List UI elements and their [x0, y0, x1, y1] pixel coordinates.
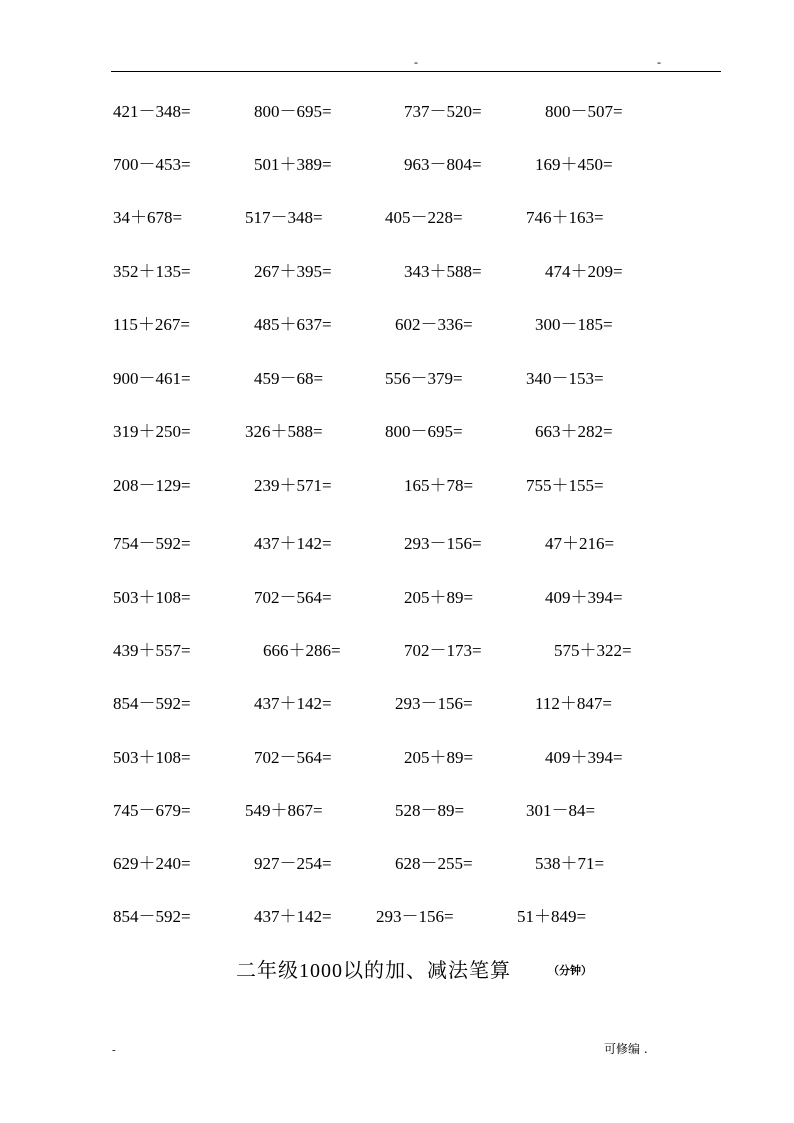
problem-item: 528－89=: [395, 801, 465, 820]
problem-item: 169＋450=: [535, 155, 613, 174]
problem-item: 115＋267=: [113, 315, 190, 334]
problem-item: 745－679=: [113, 801, 191, 820]
problem-item: 293－156=: [404, 534, 482, 553]
problem-item: 927－254=: [254, 854, 332, 873]
problem-item: 293－156=: [395, 694, 473, 713]
problem-item: 51＋849=: [517, 907, 587, 926]
problem-item: 900－461=: [113, 369, 191, 388]
problem-item: 700－453=: [113, 155, 191, 174]
problem-item: 737－520=: [404, 102, 482, 121]
problem-item: 205＋89=: [404, 588, 474, 607]
problem-item: 666＋286=: [263, 641, 341, 660]
page-title-note: （分钟）: [548, 965, 592, 977]
problem-item: 754－592=: [113, 534, 191, 553]
problem-item: 485＋637=: [254, 315, 332, 334]
problem-item: 205＋89=: [404, 748, 474, 767]
problem-item: 112＋847=: [535, 694, 612, 713]
problem-item: 746＋163=: [526, 208, 604, 227]
header-mark-right: -: [657, 55, 661, 69]
problem-item: 963－804=: [404, 155, 482, 174]
problem-item: 702－564=: [254, 748, 332, 767]
problem-item: 437＋142=: [254, 907, 332, 926]
problem-item: 293－156=: [376, 907, 454, 926]
footer-note: 可修编 .: [604, 1042, 648, 1056]
problem-item: 326＋588=: [245, 422, 323, 441]
problem-item: 854－592=: [113, 907, 191, 926]
problem-item: 165＋78=: [404, 476, 474, 495]
problem-item: 267＋395=: [254, 262, 332, 281]
problem-item: 755＋155=: [526, 476, 604, 495]
problem-item: 437＋142=: [254, 534, 332, 553]
problem-item: 409＋394=: [545, 588, 623, 607]
footer-mark: -: [112, 1044, 116, 1056]
problem-item: 800－507=: [545, 102, 623, 121]
problem-item: 556－379=: [385, 369, 463, 388]
problem-item: 439＋557=: [113, 641, 191, 660]
problem-item: 319＋250=: [113, 422, 191, 441]
problem-item: 503＋108=: [113, 588, 191, 607]
problem-item: 854－592=: [113, 694, 191, 713]
problem-item: 474＋209=: [545, 262, 623, 281]
problem-item: 628－255=: [395, 854, 473, 873]
problem-item: 239＋571=: [254, 476, 332, 495]
problem-item: 459－68=: [254, 369, 324, 388]
header-rule: [111, 71, 721, 72]
problem-item: 517－348=: [245, 208, 323, 227]
problem-item: 702－564=: [254, 588, 332, 607]
problem-item: 800－695=: [385, 422, 463, 441]
problem-item: 800－695=: [254, 102, 332, 121]
problem-item: 208－129=: [113, 476, 191, 495]
problem-item: 602－336=: [395, 315, 473, 334]
problem-item: 421－348=: [113, 102, 191, 121]
page-title: 二年级1000以的加、减法笔算: [236, 960, 511, 982]
problem-item: 575＋322=: [554, 641, 632, 660]
problem-item: 538＋71=: [535, 854, 605, 873]
problem-item: 301－84=: [526, 801, 596, 820]
problem-item: 629＋240=: [113, 854, 191, 873]
problem-item: 501＋389=: [254, 155, 332, 174]
problem-item: 343＋588=: [404, 262, 482, 281]
problem-item: 702－173=: [404, 641, 482, 660]
problem-item: 300－185=: [535, 315, 613, 334]
problem-item: 437＋142=: [254, 694, 332, 713]
problem-item: 352＋135=: [113, 262, 191, 281]
problem-item: 409＋394=: [545, 748, 623, 767]
problem-item: 549＋867=: [245, 801, 323, 820]
problem-item: 503＋108=: [113, 748, 191, 767]
problem-item: 663＋282=: [535, 422, 613, 441]
problem-item: 405－228=: [385, 208, 463, 227]
problem-item: 340－153=: [526, 369, 604, 388]
problem-item: 34＋678=: [113, 208, 183, 227]
problem-item: 47＋216=: [545, 534, 615, 553]
header-mark-left: -: [414, 55, 418, 69]
